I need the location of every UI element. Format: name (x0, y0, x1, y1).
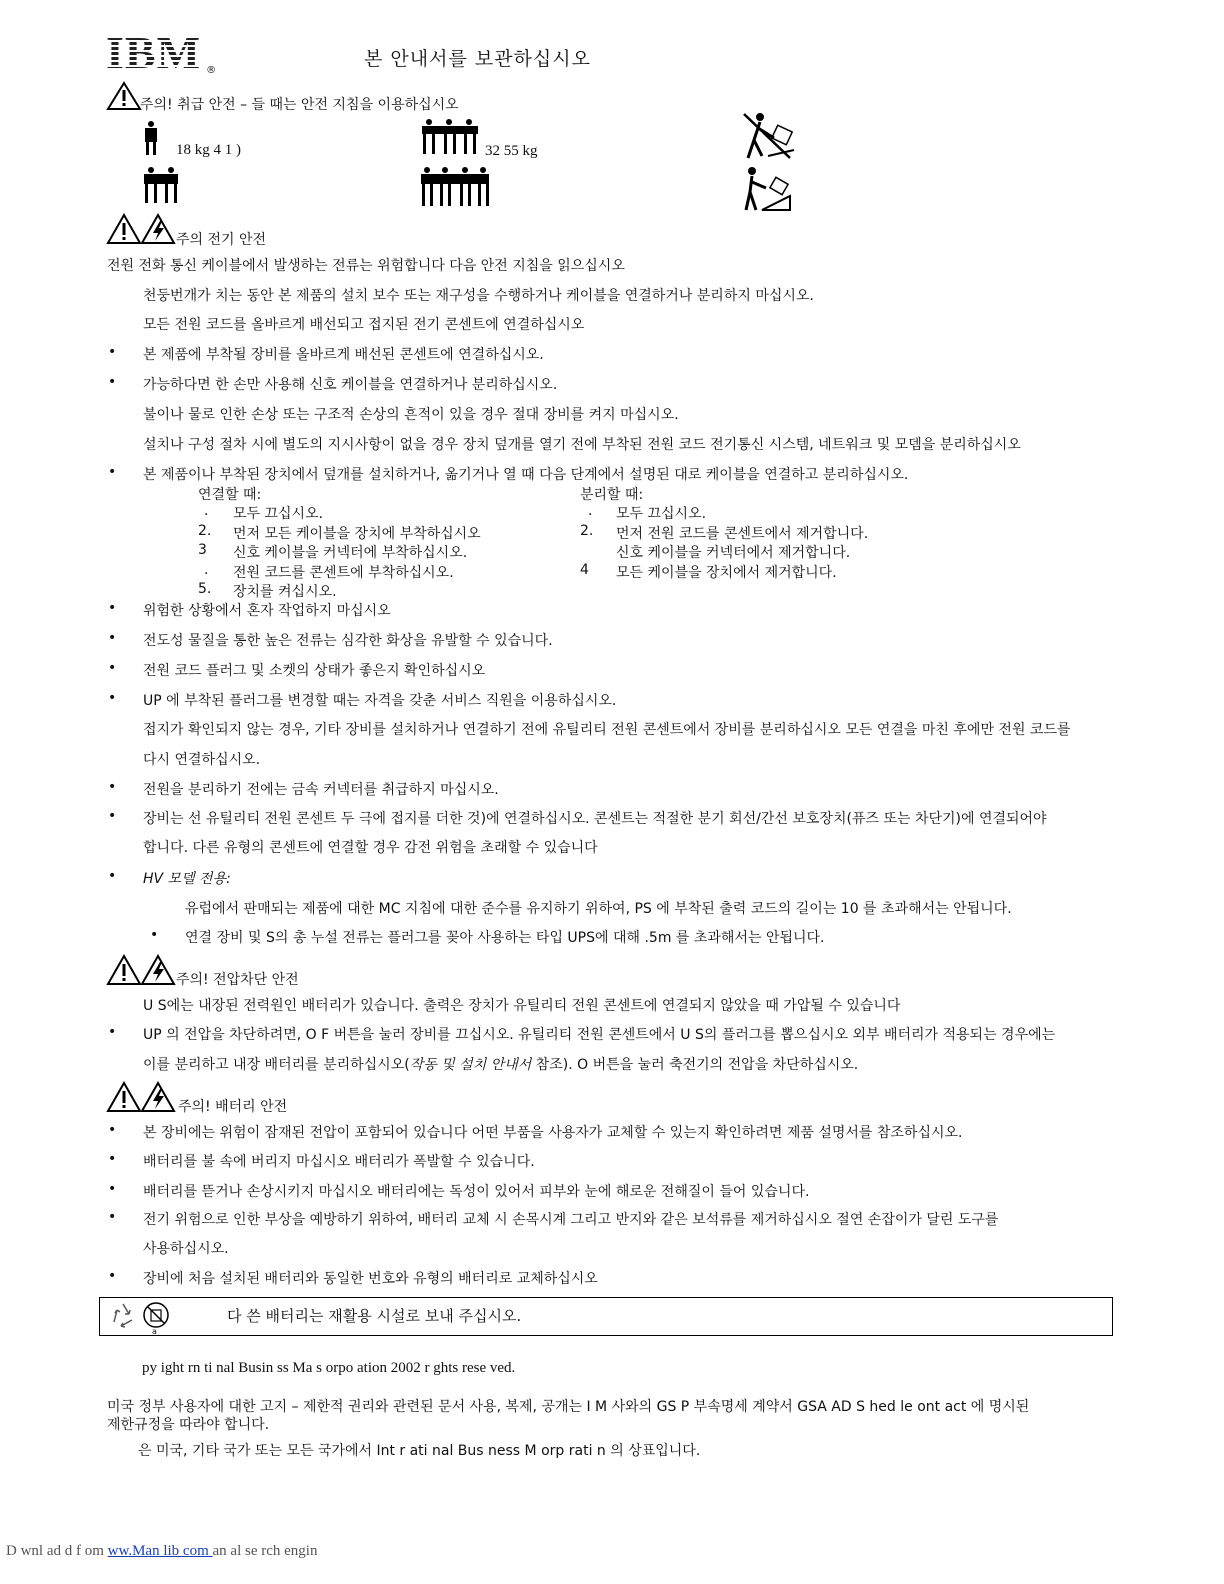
bullet: • (108, 374, 117, 390)
bullet: • (108, 600, 117, 616)
electrical-line: UP 에 부착된 플러그를 변경할 때는 자격을 갖춘 서비스 직원을 이용하십시오. (143, 693, 617, 709)
bullet: • (108, 808, 117, 824)
electrical-line: 천둥번개가 치는 동안 본 제품의 설치 보수 또는 재구성을 수행하거나 케이블을 연결하거나 분리하지 마십시오. (143, 288, 814, 304)
bullet: • (108, 1181, 117, 1197)
download-footer (6, 1543, 317, 1560)
disconnect-step: 모든 케이블을 장치에서 제거합니다. (616, 565, 837, 581)
electrical-line: 위험한 상황에서 혼자 작업하지 마십시오 (143, 603, 391, 619)
battery-line: 배터리를 불 속에 버리지 마십시오 배터리가 폭발할 수 있습니다. (143, 1154, 535, 1170)
electrical-line: 접지가 확인되지 않는 경우, 기타 장비를 설치하거나 연결하기 전에 유틸리티 전원 콘센트에서 장비를 분리하십시오 모든 연결을 마친 후에만 전원 코드를 (143, 722, 1071, 738)
four-person-lift-icon (420, 166, 490, 210)
electrical-hazard-icon (141, 214, 175, 244)
lift-weight-three: 32 55 kg (485, 143, 538, 159)
power-off-text: 이를 분리하고 내장 배터리를 분리하십시오( (143, 1057, 410, 1073)
connect-step: 전원 코드를 콘센트에 부착하십시오. (233, 565, 454, 581)
electrical-line: 유럽에서 판매되는 제품에 대한 MC 지침에 대한 준수를 유지하기 위하여, PS 에 부착된 출력 코드의 길이는 10 를 초과해서는 안됩니다. (185, 901, 1012, 917)
power-off-line (143, 1054, 858, 1074)
download-suffix: an al se rch engin (212, 1543, 318, 1559)
warning-triangle-icon (107, 82, 141, 110)
bullet: • (108, 868, 117, 884)
bullet: • (108, 344, 117, 360)
recycle-icon (110, 1302, 136, 1328)
electrical-line: 다시 연결하십시오. (143, 752, 261, 768)
one-person-lift-icon (142, 120, 162, 158)
bullet: • (108, 660, 117, 676)
connect-step: 모두 끄십시오. (233, 506, 324, 522)
electrical-line: 가능하다면 한 손만 사용해 신호 케이블을 연결하거나 분리하십시오. (143, 377, 558, 393)
step-number: 5. (198, 581, 212, 597)
power-off-line: UP 의 전압을 차단하려면, O F 버튼을 눌러 장비를 끄십시오. 유틸리티 전원 콘센트에서 U S의 플러그를 뽑으십시오 외부 배터리가 적용되는 경우에는 (143, 1027, 1056, 1043)
ibm-logo-text: IBM (106, 27, 201, 78)
ibm-logo (106, 27, 217, 78)
battery-line: 전기 위험으로 인한 부상을 예방하기 위하여, 배터리 교체 시 손목시계 그리고 반지와 같은 보석류를 제거하십시오 절연 손잡이가 달린 도구를 (143, 1212, 999, 1228)
bullet: • (108, 464, 117, 480)
step-number: 4 (580, 562, 589, 578)
power-off-heading: 주의! 전압차단 안전 (176, 972, 299, 988)
recycle-sublabel: a (152, 1327, 157, 1336)
connect-step: 신호 케이블을 커넥터에 부착하십시오. (233, 545, 468, 561)
electrical-intro: 전원 전화 통신 케이블에서 발생하는 전류는 위험합니다 다음 안전 지침을 읽으십시오 (107, 258, 625, 274)
battery-line: 배터리를 뜯거나 손상시키지 마십시오 배터리에는 독성이 있어서 피부와 눈에 해로운 전해질이 들어 있습니다. (143, 1184, 810, 1200)
gov-notice-line: 제한규정을 따라야 합니다. (107, 1417, 270, 1433)
battery-heading: 주의! 배터리 안전 (178, 1099, 288, 1115)
step-number: 2. (580, 523, 594, 539)
manual-reference: 작동 및 설치 안내서 (409, 1057, 532, 1073)
electrical-line: 모든 전원 코드를 올바르게 배선되고 접지된 전기 콘센트에 연결하십시오 (143, 317, 585, 333)
bullet: • (108, 1151, 117, 1167)
electrical-line: 전원 코드 플러그 및 소켓의 상태가 좋은지 확인하십시오 (143, 663, 486, 679)
step-number: . (204, 562, 209, 578)
disconnect-step: 신호 케이블을 커넥터에서 제거합니다. (616, 545, 851, 561)
disconnect-step: 먼저 전원 코드를 콘센트에서 제거합니다. (616, 526, 869, 542)
electrical-heading: 주의 전기 안전 (176, 232, 267, 248)
bullet: • (108, 1024, 117, 1040)
bullet: • (108, 1209, 117, 1225)
warning-triangle-icon (107, 1082, 141, 1112)
electrical-line: 연결 장비 및 S의 총 누설 전류는 플러그를 꽂아 사용하는 타입 UPS에 대해 .5m 를 초과해서는 안됩니다. (185, 930, 825, 946)
bullet: • (108, 1122, 117, 1138)
no-hand-truck-icon (740, 110, 796, 162)
copyright-line: py ight rn ti nal Busin ss Ma s orpo ation 2002 r ghts rese ved. (142, 1360, 516, 1376)
electrical-line: 설치나 구성 절차 시에 별도의 지시사항이 없을 경우 장치 덮개를 열기 전에 부착된 전원 코드 전기통신 시스템, 네트워크 및 모뎀을 분리하십시오 (143, 437, 1021, 453)
lifting-heading: 주의! 취급 안전 – 들 때는 안전 지침을 이용하십시오 (140, 97, 459, 113)
power-off-text: 참조). O 버튼을 눌러 축전기의 전압을 차단하십시오. (531, 1057, 859, 1073)
recycle-notice-text: 다 쓴 배터리는 재활용 시설로 보내 주십시오. (227, 1307, 522, 1325)
three-person-lift-icon (420, 118, 480, 158)
connect-title: 연결할 때: (198, 487, 262, 503)
connect-step: 먼저 모든 케이블을 장치에 부착하십시오 (233, 526, 481, 542)
page-title: 본 안내서를 보관하십시오 (364, 48, 591, 70)
bullet: • (108, 630, 117, 646)
electrical-line: 합니다. 다른 유형의 콘센트에 연결할 경우 감전 위험을 초래할 수 있습니다 (143, 840, 598, 856)
hand-truck-icon (740, 166, 796, 214)
battery-line: 장비에 처음 설치된 배터리와 동일한 번호와 유형의 배터리로 교체하십시오 (143, 1271, 598, 1287)
bullet: • (108, 779, 117, 795)
bullet: • (150, 927, 159, 943)
lift-weight-one: 18 kg 4 1 ) (176, 142, 241, 158)
battery-line: 본 장비에는 위험이 잠재된 전압이 포함되어 있습니다 어떤 부품을 사용자가 교체할 수 있는지 확인하려면 제품 설명서를 참조하십시오. (143, 1125, 963, 1141)
disconnect-step: 모두 끄십시오. (616, 506, 707, 522)
electrical-line: 전원을 분리하기 전에는 금속 커넥터를 취급하지 마십시오. (143, 782, 499, 798)
warning-triangle-icon (107, 955, 141, 985)
bullet: • (108, 1268, 117, 1284)
electrical-hazard-icon (141, 955, 175, 985)
battery-line: 사용하십시오. (143, 1241, 229, 1257)
trademark-line: 은 미국, 기타 국가 또는 모든 국가에서 Int r ati nal Bus ness M orp rati n 의 상표입니다. (138, 1443, 701, 1459)
disconnect-title: 분리할 때: (580, 487, 644, 503)
connect-step: 장치를 켜십시오. (233, 584, 337, 600)
electrical-line: 전도성 물질을 통한 높은 전류는 심각한 화상을 유발할 수 있습니다. (143, 633, 553, 649)
no-trash-icon (142, 1301, 170, 1329)
electrical-line: 불이나 물로 인한 손상 또는 구조적 손상의 흔적이 있을 경우 절대 장비를 켜지 마십시오. (143, 407, 679, 423)
step-number: . (588, 503, 593, 519)
power-off-line: U S에는 내장된 전력원인 배터리가 있습니다. 출력은 장치가 유틸리티 전원 콘센트에 연결되지 않았을 때 가압될 수 있습니다 (143, 998, 901, 1014)
two-person-lift-icon (142, 166, 180, 206)
step-number: 3 (198, 542, 207, 558)
step-number: 2. (198, 523, 212, 539)
registered-mark: ® (206, 65, 217, 76)
download-prefix: D wnl ad d f om (6, 1543, 108, 1559)
hv-model-label: HV 모델 전용: (143, 871, 231, 887)
electrical-hazard-icon (141, 1082, 175, 1112)
electrical-line: 장비는 선 유틸리티 전원 콘센트 두 극에 접지를 더한 것)에 연결하십시오. 콘센트는 적절한 분기 회선/간선 보호장치(퓨즈 또는 차단기)에 연결되어야 (143, 811, 1047, 827)
electrical-line: 본 제품이나 부착된 장치에서 덮개를 설치하거나, 옮기거나 열 때 다음 단계에서 설명된 대로 케이블을 연결하고 분리하십시오. (143, 467, 909, 483)
electrical-line: 본 제품에 부착될 장비를 올바르게 배선된 콘센트에 연결하십시오. (143, 347, 544, 363)
bullet: • (108, 690, 117, 706)
download-link[interactable]: ww.Man lib com (107, 1543, 213, 1559)
gov-notice-line: 미국 정부 사용자에 대한 고지 – 제한적 권리와 관련된 문서 사용, 복제, 공개는 I M 사와의 GS P 부속명세 계약서 GSA AD S hed le ont act 에 명시된 (107, 1399, 1030, 1415)
step-number: . (204, 503, 209, 519)
warning-triangle-icon (107, 214, 141, 244)
